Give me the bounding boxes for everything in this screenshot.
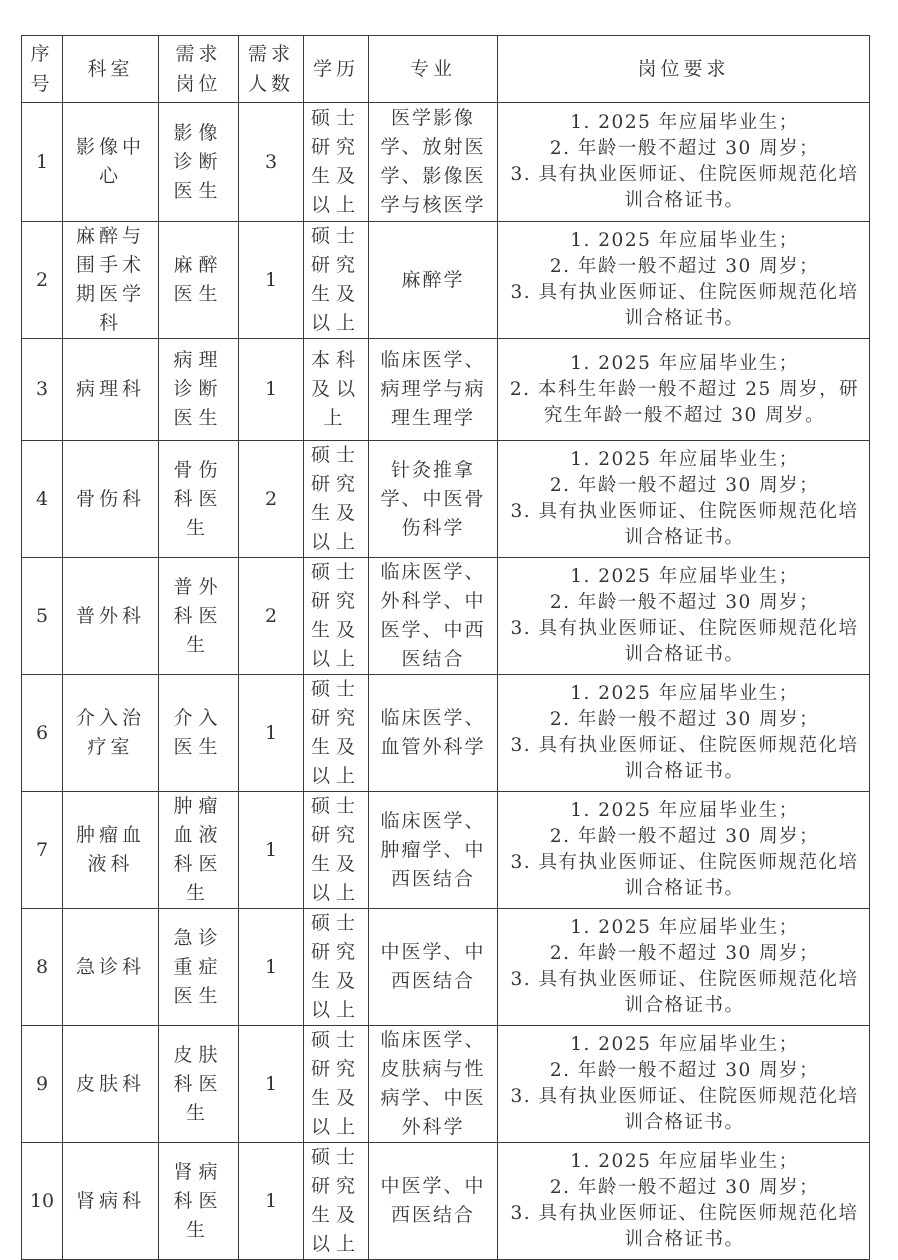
education-level: 硕士研究生及以上 [310, 795, 361, 904]
cell-major [369, 1026, 498, 1143]
header-count [239, 36, 304, 103]
cell-major [369, 909, 498, 1026]
major-list: 针灸推拿学、中医骨伤科学 [380, 458, 486, 539]
department-name: 影像中心 [75, 136, 145, 187]
department-name: 介入治疗室 [75, 707, 145, 758]
cell-no [22, 792, 63, 909]
headcount: 1 [264, 838, 278, 861]
major-list: 临床医学、皮肤病与性病学、中医外科学 [380, 1029, 486, 1138]
cell-no [22, 103, 63, 222]
cell-dept [63, 339, 159, 441]
cell-education [304, 1026, 369, 1143]
major-list: 医学影像学、放射医学、影像医学与核医学 [380, 107, 486, 216]
cell-major [369, 339, 498, 441]
cell-no [22, 1143, 63, 1260]
cell-post [159, 792, 239, 909]
headcount: 1 [264, 268, 278, 291]
cell-requirements [498, 1143, 870, 1260]
row-number: 4 [35, 487, 49, 510]
requirements-list [498, 110, 869, 214]
header-post-line: 岗位 [175, 73, 222, 95]
cell-post [159, 675, 239, 792]
post-name: 病理诊断医生 [173, 349, 224, 429]
header-no-line: 序 [30, 43, 54, 65]
major-list: 中医学、中西医结合 [380, 1175, 486, 1226]
table-row [22, 1026, 870, 1143]
table-row [22, 339, 870, 441]
header-major [369, 36, 498, 103]
header-dept-label: 科室 [87, 58, 134, 80]
headcount: 2 [264, 487, 278, 510]
cell-education [304, 103, 369, 222]
cell-count [239, 1026, 304, 1143]
header-requirements [498, 36, 870, 103]
cell-requirements [498, 558, 870, 675]
cell-count [239, 1143, 304, 1260]
row-number: 10 [29, 1189, 55, 1212]
row-number: 3 [35, 378, 49, 400]
header-dept [63, 36, 159, 103]
major-list: 临床医学、血管外科学 [380, 707, 486, 758]
cell-count [239, 441, 304, 558]
requirement-item: 3. 具有执业医师证、住院医师规范化培训合格证书。 [510, 735, 859, 782]
headcount: 2 [264, 604, 278, 627]
cell-no [22, 909, 63, 1026]
requirement-item: 3. 具有执业医师证、住院医师规范化培训合格证书。 [510, 501, 859, 548]
post-name: 普外科医生 [173, 575, 224, 656]
cell-education [304, 222, 369, 339]
requirement-item: 1. 2025 年应届毕业生； [570, 1034, 799, 1055]
recruitment-table [21, 35, 870, 1260]
cell-dept [63, 792, 159, 909]
cell-post [159, 339, 239, 441]
requirements-list [498, 681, 869, 785]
post-name: 影像诊断医生 [173, 121, 224, 202]
cell-dept [63, 103, 159, 222]
headcount: 1 [264, 378, 278, 400]
requirement-item: 1. 2025 年应届毕业生； [570, 112, 799, 133]
education-level: 硕士研究生及以上 [310, 444, 361, 553]
department-name: 肿瘤血液科 [75, 824, 145, 875]
major-list: 临床医学、肿瘤学、中西医结合 [380, 809, 486, 890]
headcount: 1 [264, 1189, 278, 1212]
cell-dept [63, 558, 159, 675]
cell-education [304, 558, 369, 675]
cell-count [239, 909, 304, 1026]
cell-count [239, 103, 304, 222]
post-name: 急诊重症医生 [173, 926, 224, 1007]
cell-no [22, 441, 63, 558]
requirements-list [498, 1032, 869, 1136]
cell-no [22, 339, 63, 441]
cell-dept [63, 222, 159, 339]
cell-requirements [498, 675, 870, 792]
cell-dept [63, 675, 159, 792]
header-education-label: 学历 [312, 58, 359, 80]
requirement-item: 1. 2025 年应届毕业生； [570, 449, 799, 470]
requirement-item: 2. 年龄一般不超过 30 周岁； [549, 1177, 820, 1198]
cell-requirements [498, 222, 870, 339]
requirements-list [498, 915, 869, 1019]
header-count-line: 需求 [247, 43, 294, 65]
education-level: 硕士研究生及以上 [310, 225, 361, 334]
post-name: 骨伤科医生 [173, 458, 224, 539]
header-post [159, 36, 239, 103]
cell-no [22, 1026, 63, 1143]
table-row [22, 441, 870, 558]
row-number: 2 [35, 268, 49, 291]
cell-count [239, 222, 304, 339]
header-major-label: 专业 [409, 58, 456, 80]
cell-education [304, 909, 369, 1026]
cell-requirements [498, 1026, 870, 1143]
row-number: 1 [35, 150, 49, 173]
requirement-item: 1. 2025 年应届毕业生； [570, 1151, 799, 1172]
cell-post [159, 558, 239, 675]
cell-education [304, 675, 369, 792]
department-name: 病理科 [75, 378, 145, 400]
row-number: 7 [35, 838, 49, 861]
requirement-item: 1. 2025 年应届毕业生； [570, 683, 799, 704]
cell-count [239, 792, 304, 909]
education-level: 硕士研究生及以上 [310, 107, 361, 216]
cell-count [239, 558, 304, 675]
cell-major [369, 558, 498, 675]
requirements-list [498, 351, 869, 429]
cell-major [369, 675, 498, 792]
cell-dept [63, 441, 159, 558]
requirement-item: 2. 年龄一般不超过 30 周岁； [549, 1060, 820, 1081]
cell-education [304, 441, 369, 558]
education-level: 硕士研究生及以上 [310, 1029, 361, 1138]
cell-requirements [498, 441, 870, 558]
cell-dept [63, 1026, 159, 1143]
header-education [304, 36, 369, 103]
cell-dept [63, 909, 159, 1026]
cell-education [304, 792, 369, 909]
table-row [22, 103, 870, 222]
requirement-item: 1. 2025 年应届毕业生； [570, 917, 799, 938]
requirement-item: 3. 具有执业医师证、住院医师规范化培训合格证书。 [510, 1203, 859, 1250]
cell-major [369, 222, 498, 339]
cell-post [159, 909, 239, 1026]
table-row [22, 222, 870, 339]
headcount: 3 [264, 150, 278, 173]
department-name: 肾病科 [75, 1189, 145, 1212]
major-list: 临床医学、外科学、中医学、中西医结合 [380, 561, 486, 670]
requirement-item: 3. 具有执业医师证、住院医师规范化培训合格证书。 [510, 852, 859, 899]
cell-major [369, 103, 498, 222]
cell-count [239, 675, 304, 792]
cell-education [304, 339, 369, 441]
requirement-item: 2. 年龄一般不超过 30 周岁； [549, 709, 820, 730]
table-row [22, 558, 870, 675]
cell-major [369, 1143, 498, 1260]
cell-major [369, 792, 498, 909]
post-name: 皮肤科医生 [173, 1043, 224, 1124]
requirement-item: 2. 年龄一般不超过 30 周岁； [549, 256, 820, 277]
header-no-line: 号 [30, 73, 54, 95]
requirement-item: 1. 2025 年应届毕业生； [570, 800, 799, 821]
education-level: 硕士研究生及以上 [310, 912, 361, 1021]
headcount: 1 [264, 955, 278, 978]
headcount: 1 [264, 721, 278, 744]
cell-post [159, 222, 239, 339]
department-name: 普外科 [75, 604, 145, 627]
cell-dept [63, 1143, 159, 1260]
table-row [22, 909, 870, 1026]
cell-count [239, 339, 304, 441]
post-name: 麻醉医生 [173, 254, 224, 305]
requirements-list [498, 228, 869, 332]
header-count-line: 人数 [247, 73, 294, 95]
requirement-item: 2. 年龄一般不超过 30 周岁； [549, 592, 820, 613]
major-list: 麻醉学 [401, 268, 465, 291]
requirements-list [498, 564, 869, 668]
requirement-item: 2. 年龄一般不超过 30 周岁； [549, 138, 820, 159]
table-row [22, 792, 870, 909]
requirement-item: 2. 年龄一般不超过 30 周岁； [549, 943, 820, 964]
requirement-item: 3. 具有执业医师证、住院医师规范化培训合格证书。 [510, 969, 859, 1016]
requirement-item: 1. 2025 年应届毕业生； [570, 230, 799, 251]
row-number: 6 [35, 721, 49, 744]
table-row [22, 675, 870, 792]
cell-post [159, 441, 239, 558]
requirements-list [498, 1149, 869, 1253]
row-number: 8 [35, 955, 49, 978]
major-list: 临床医学、病理学与病理生理学 [380, 349, 486, 429]
cell-post [159, 1026, 239, 1143]
post-name: 肾病科医生 [173, 1160, 224, 1241]
table-row [22, 1143, 870, 1260]
requirement-item: 3. 具有执业医师证、住院医师规范化培训合格证书。 [510, 282, 859, 329]
requirement-item: 2. 年龄一般不超过 30 周岁； [549, 826, 820, 847]
department-name: 急诊科 [75, 955, 145, 978]
row-number: 5 [35, 604, 49, 627]
cell-post [159, 1143, 239, 1260]
cell-no [22, 675, 63, 792]
row-number: 9 [35, 1072, 49, 1095]
headcount: 1 [264, 1072, 278, 1095]
header-row [22, 36, 870, 103]
cell-requirements [498, 339, 870, 441]
cell-education [304, 1143, 369, 1260]
cell-no [22, 222, 63, 339]
cell-requirements [498, 792, 870, 909]
education-level: 本科及以上 [310, 349, 361, 429]
cell-post [159, 103, 239, 222]
post-name: 肿瘤血液科医生 [173, 795, 224, 904]
department-name: 皮肤科 [75, 1072, 145, 1095]
requirement-item: 1. 2025 年应届毕业生； [570, 566, 799, 587]
requirement-item: 1. 2025 年应届毕业生； [570, 352, 799, 374]
education-level: 硕士研究生及以上 [310, 561, 361, 670]
cell-requirements [498, 103, 870, 222]
requirement-item: 3. 具有执业医师证、住院医师规范化培训合格证书。 [510, 618, 859, 665]
cell-no [22, 558, 63, 675]
education-level: 硕士研究生及以上 [310, 1146, 361, 1255]
header-post-line: 需求 [175, 43, 222, 65]
header-requirements-label: 岗位要求 [637, 58, 730, 80]
requirements-list [498, 447, 869, 551]
department-name: 骨伤科 [75, 487, 145, 510]
cell-major [369, 441, 498, 558]
requirement-item: 3. 具有执业医师证、住院医师规范化培训合格证书。 [510, 164, 859, 211]
requirement-item: 3. 具有执业医师证、住院医师规范化培训合格证书。 [510, 1086, 859, 1133]
requirement-item: 2. 本科生年龄一般不超过 25 周岁，研究生年龄一般不超过 30 周岁。 [509, 378, 860, 426]
education-level: 硕士研究生及以上 [310, 678, 361, 787]
requirement-item: 2. 年龄一般不超过 30 周岁； [549, 475, 820, 496]
major-list: 中医学、中西医结合 [380, 941, 486, 992]
requirements-list [498, 798, 869, 902]
header-no [22, 36, 63, 103]
table-body [22, 103, 870, 1260]
post-name: 介入医生 [173, 707, 224, 758]
cell-requirements [498, 909, 870, 1026]
department-name: 麻醉与围手术期医学科 [75, 225, 145, 334]
